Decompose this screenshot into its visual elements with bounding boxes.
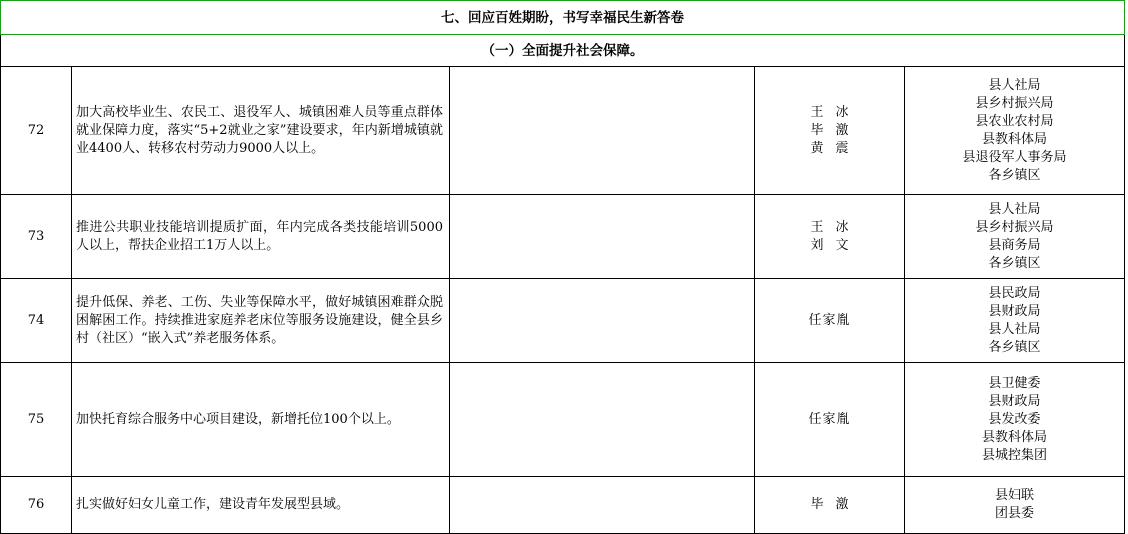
task-cell[interactable]: 提升低保、养老、工伤、失业等保障水平，做好城镇困难群众脱困解困工作。持续推进家庭养老床位等服务设施建设，健全县乡村（社区）“嵌入式”养老服务体系。 xyxy=(72,279,450,363)
unit-cell[interactable] xyxy=(905,195,1125,279)
subsection-title[interactable]: （一）全面提升社会保障。 xyxy=(1,35,1125,67)
unit-name: 县人社局 xyxy=(988,201,1041,217)
table-row xyxy=(1,195,1125,279)
unit-name: 县财政局 xyxy=(988,393,1041,409)
unit-cell[interactable] xyxy=(905,363,1125,477)
row-number-cell[interactable]: 76 xyxy=(1,477,72,534)
leader-name: 毕激 xyxy=(810,497,861,512)
leader-name: 任家胤 xyxy=(808,312,851,328)
task-cell[interactable]: 加大高校毕业生、农民工、退役军人、城镇困难人员等重点群体就业保障力度，落实“5+2就业之家”建设要求，年内新增城镇就业4400人、转移农村劳动力9000人以上。 xyxy=(72,67,450,195)
row-number-cell[interactable]: 74 xyxy=(1,279,72,363)
leader-cell[interactable] xyxy=(755,195,905,279)
unit-name: 县乡村振兴局 xyxy=(975,219,1054,235)
row-number-cell[interactable]: 73 xyxy=(1,195,72,279)
unit-name: 县民政局 xyxy=(988,285,1041,301)
table-row xyxy=(1,477,1125,534)
unit-cell[interactable] xyxy=(905,67,1125,195)
unit-name: 县退役军人事务局 xyxy=(962,149,1067,165)
unit-name: 各乡镇区 xyxy=(988,339,1041,355)
unit-name: 县财政局 xyxy=(988,303,1041,319)
unit-name: 县商务局 xyxy=(988,237,1041,253)
table-row xyxy=(1,363,1125,477)
blank-cell[interactable] xyxy=(450,477,755,534)
unit-name: 县教科体局 xyxy=(982,429,1048,445)
table-row xyxy=(1,67,1125,195)
blank-cell[interactable] xyxy=(450,195,755,279)
unit-name: 县妇联 xyxy=(995,488,1035,503)
unit-name: 县教科体局 xyxy=(982,131,1048,147)
unit-name: 县卫健委 xyxy=(988,375,1041,391)
row-number-cell[interactable]: 72 xyxy=(1,67,72,195)
leader-cell[interactable] xyxy=(755,363,905,477)
unit-name: 县发改委 xyxy=(988,411,1041,427)
leader-name: 王冰 xyxy=(810,104,861,120)
leader-name: 黄震 xyxy=(810,140,861,156)
subsection-title-row xyxy=(1,35,1125,67)
unit-name: 各乡镇区 xyxy=(988,167,1041,183)
blank-cell[interactable] xyxy=(450,363,755,477)
unit-name: 团县委 xyxy=(995,506,1035,521)
unit-name: 县人社局 xyxy=(988,77,1041,93)
leader-name: 王冰 xyxy=(810,219,861,235)
blank-cell[interactable] xyxy=(450,279,755,363)
leader-name: 任家胤 xyxy=(808,411,851,427)
task-cell[interactable]: 推进公共职业技能培训提质扩面，年内完成各类技能培训5000人以上，帮扶企业招工1万人以上。 xyxy=(72,195,450,279)
row-number-cell[interactable]: 75 xyxy=(1,363,72,477)
unit-cell[interactable] xyxy=(905,279,1125,363)
leader-cell[interactable] xyxy=(755,477,905,534)
unit-name: 县乡村振兴局 xyxy=(975,95,1054,111)
table-row xyxy=(1,279,1125,363)
unit-name: 县农业农村局 xyxy=(975,113,1054,129)
section-title[interactable]: 七、回应百姓期盼，书写幸福民生新答卷 xyxy=(1,1,1125,35)
leader-cell[interactable] xyxy=(755,279,905,363)
leader-name: 刘文 xyxy=(810,237,861,253)
unit-cell[interactable] xyxy=(905,477,1125,534)
unit-name: 县人社局 xyxy=(988,321,1041,337)
unit-name: 各乡镇区 xyxy=(988,255,1041,271)
blank-cell[interactable] xyxy=(450,67,755,195)
task-cell[interactable]: 扎实做好妇女儿童工作，建设青年发展型县域。 xyxy=(72,477,450,534)
leader-name: 毕激 xyxy=(810,122,861,138)
section-title-row xyxy=(1,1,1125,35)
task-cell[interactable]: 加快托育综合服务中心项目建设，新增托位100个以上。 xyxy=(72,363,450,477)
unit-name: 县城控集团 xyxy=(982,447,1048,463)
leader-cell[interactable] xyxy=(755,67,905,195)
